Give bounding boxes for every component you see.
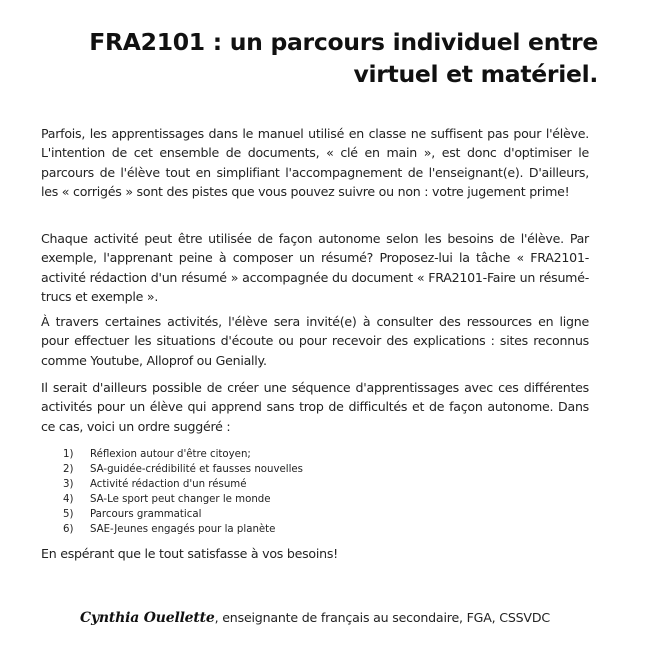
title-line-2: virtuel et matériel.	[353, 60, 598, 88]
list-item: 1) Réflexion autour d'être citoyen;	[63, 449, 251, 460]
paragraph-sequence: Il serait d'ailleurs possible de créer une séquence d'apprentissages avec ces différentes activités pour un élève qui apprend sans trop de difficultés et de façon autonome. Dans ce cas, voici un ordre suggéré :	[41, 380, 589, 434]
signature-name: Cynthia Ouellette	[80, 610, 215, 626]
document-title	[58, 26, 598, 90]
list-item: 2) SA-guidée-crédibilité et fausses nouvelles	[63, 464, 303, 475]
list-item: 4) SA-Le sport peut changer le monde	[63, 494, 271, 505]
suggested-order-list	[63, 447, 303, 537]
list-item: 5) Parcours grammatical	[63, 509, 202, 520]
paragraph-intro: Parfois, les apprentissages dans le manuel utilisé en classe ne suffisent pas pour l'élève. L'intention de cet ensemble de documents, « clé en main », est donc d'optimiser le parcours de l'élève tout en simplifiant l'accompagnement de l'enseignant(e). D'ailleurs, les « corrigés » sont des pistes que vous pouvez suivre ou non : votre jugement prime!	[41, 126, 589, 200]
list-item: 3) Activité rédaction d'un résumé	[63, 479, 247, 490]
list-item: 6) SAE-Jeunes engagés pour la planète	[63, 524, 276, 535]
signature-role: , enseignante de français au secondaire, FGA, CSSVDC	[214, 610, 550, 625]
title-line-1: FRA2101 : un parcours individuel entre	[89, 28, 598, 56]
paragraph-autonomy: Chaque activité peut être utilisée de façon autonome selon les besoins de l'élève. Par exemple, l'apprenant peine à composer un résumé? Proposez-lui la tâche « FRA2101-activité rédaction d'un résumé » accompagnée du document « FRA2101-Faire un résumé-trucs et exemple ».	[41, 231, 589, 305]
signature	[80, 610, 550, 626]
closing-line: En espérant que le tout satisfasse à vos besoins!	[41, 546, 338, 561]
paragraph-online-resources: À travers certaines activités, l'élève sera invité(e) à consulter des ressources en ligne pour effectuer les situations d'écoute ou pour recevoir des explications : sites reconnus comme Youtube, Alloprof ou Genially.	[41, 314, 589, 368]
